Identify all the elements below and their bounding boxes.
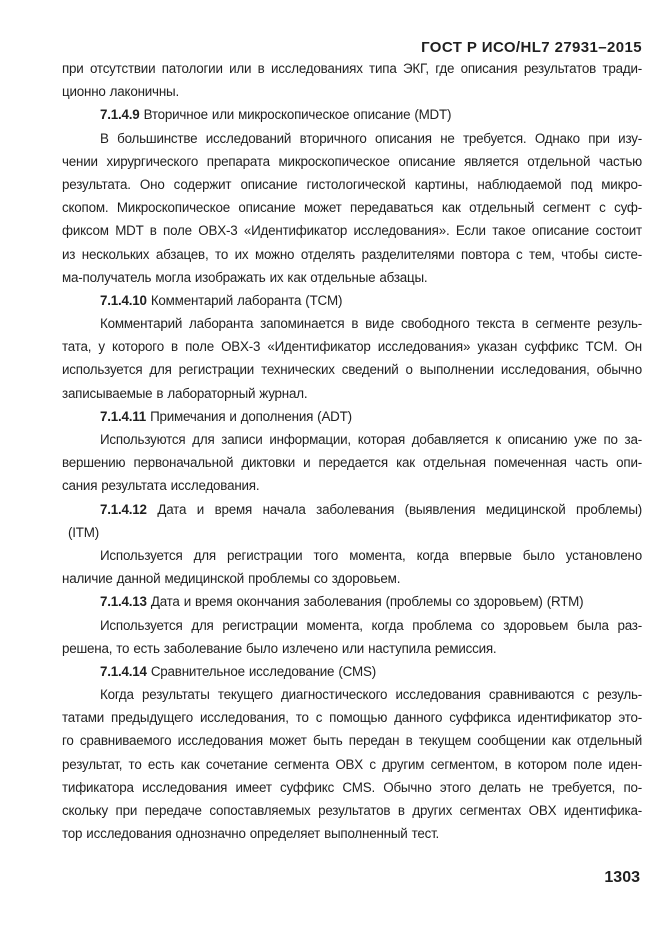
text-line: Используются для записи информации, которая добавляется к описанию уже по за- <box>100 432 642 447</box>
section-number: 7.1.4.14 <box>100 663 147 679</box>
text-line: татами предыдущего исследования, то с помощью данного суффикса идентификатор это- <box>62 710 642 726</box>
text-line: Используется для регистрации того момента, когда впервые было установлено <box>100 547 642 563</box>
text-line: ционно лаконичны. <box>62 84 179 100</box>
text-line: скопом. Микроскопическое описание может передаваться как отдельный сегмент с суф- <box>62 200 642 216</box>
text-line: используется для регистрации технических сведений о выполнении исследования, обычно <box>62 362 642 378</box>
section-number: 7.1.4.12 <box>100 501 147 517</box>
text-line: тор исследования однозначно определяет выполненный тест. <box>62 826 440 842</box>
section-number: 7.1.4.9 <box>100 107 140 123</box>
text-line: решена, то есть заболевание было излечено или наступила ремиссия. <box>62 640 497 656</box>
text-line: скольку при передаче сопоставляемых результатов в других сегментах OBX идентифика- <box>62 803 642 818</box>
text-line: В большинстве исследований вторичного описания не требуется. Однако при изу- <box>100 130 642 146</box>
text-line: Комментарий лаборанта запоминается в виде свободного текста в сегменте резуль- <box>100 316 642 332</box>
section-number: 7.1.4.13 <box>100 594 147 610</box>
heading-line: 7.1.4.12 Дата и время начала заболевания (выявления медицинской проблемы) <box>100 501 642 517</box>
section-number: 7.1.4.11 <box>100 408 147 424</box>
page-number: 1303 <box>604 869 640 886</box>
heading-line: 7.1.4.11 Примечания и дополнения (ADT) <box>100 408 352 424</box>
text-line: чении хирургического препарата микроскопическое описание является отдельной частью <box>62 153 642 169</box>
text-line: го сравниваемого исследования может быть передан в текущем сообщении как отдельный <box>62 733 642 749</box>
text-line: тификатора исследования имеет суффикс CMS. Обычно этого делать не требуется, по- <box>62 779 642 795</box>
running-header: ГОСТ Р ИСО/HL7 27931–2015 <box>421 39 642 56</box>
section-number: 7.1.4.10 <box>100 292 147 308</box>
heading-line: 7.1.4.13 Дата и время окончания заболевания (проблемы со здоровьем) (RTM) <box>100 594 584 610</box>
text-line: Используется для регистрации момента, когда проблема со здоровьем была раз- <box>100 617 642 633</box>
text-line: результат, то есть как сочетание сегмента OBX с другим сегментом, в котором поле иден- <box>62 756 642 772</box>
text-line: из нескольких абзацев, то их можно отделять разделителями повтора с тем, чтобы систе- <box>62 246 642 262</box>
heading-line: 7.1.4.9 Вторичное или микроскопическое описание (MDT) <box>100 107 452 123</box>
heading-line: 7.1.4.14 Сравнительное исследование (CMS) <box>100 663 376 679</box>
text-line: (ITM) <box>68 524 99 540</box>
text-line: сания результата исследования. <box>62 478 260 494</box>
text-line: результата. Оно содержит описание гистологической картины, наблюдаемой под микро- <box>62 176 642 192</box>
text-line: фиксом MDT в поле OBX-3 «Идентификатор исследования». Если такое описание состоит <box>62 223 642 239</box>
text-line: Когда результаты текущего диагностического исследования сравниваются с резуль- <box>100 687 642 703</box>
text-line: ма-получатель могла изображать их как отдельные абзацы. <box>62 269 428 285</box>
text-line: записываемые в лабораторный журнал. <box>62 385 308 401</box>
text-line: наличие данной медицинской проблемы со здоровьем. <box>62 571 401 587</box>
text-line: при отсутствии патологии или в исследованиях типа ЭКГ, где описания результатов тради- <box>62 61 642 76</box>
document-body <box>62 57 642 845</box>
text-line: тата, у которого в поле OBX-3 «Идентификатор исследования» указан суффикс TCM. Он <box>62 339 642 355</box>
heading-line: 7.1.4.10 Комментарий лаборанта (TCM) <box>100 292 343 308</box>
text-line: вершению первоначальной диктовки и передается как отдельная помеченная часть опи- <box>62 455 642 471</box>
